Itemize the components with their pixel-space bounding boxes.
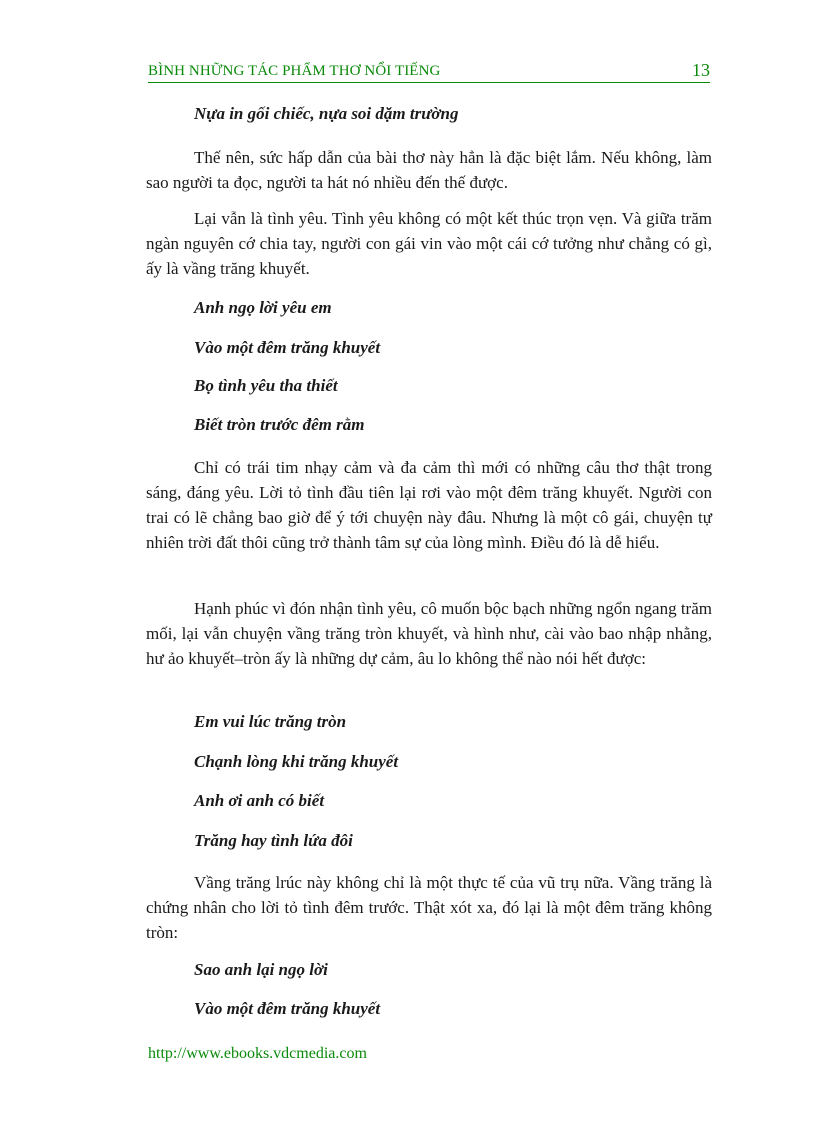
verse-line: Em vui lúc trăng tròn	[194, 712, 347, 731]
page-number: 13	[692, 60, 710, 80]
footer-url[interactable]: http://www.ebooks.vdcmedia.com	[148, 1045, 367, 1062]
verse-line: Nựa in gối chiếc, nựa soi dặm trường	[194, 104, 459, 123]
paragraph: Chỉ có trái tim nhạy cảm và đa cảm thì mới có những câu thơ thật trong sáng, đáng yêu. Lời tỏ tình đầu tiên lại rơi vào một đêm trăng khuyết. Người con trai có lẽ chẳng bao giờ để ý tới chuyện này đâu. Nhưng là một cô gái, chuyện tự nhiên trời đất thôi cũng trở thành tâm sự của lòng mình. Điều đó là dễ hiểu.	[146, 458, 712, 552]
verse-line: Bọ tình yêu tha thiết	[194, 376, 338, 395]
verse-line: Chạnh lòng khi trăng khuyết	[194, 752, 399, 771]
verse-line: Trăng hay tình lứa đôi	[194, 831, 353, 850]
book-title: BÌNH NHỮNG TÁC PHẨM THƠ NỔI TIẾNG	[148, 63, 441, 79]
paragraph: Thế nên, sức hấp dẫn của bài thơ này hẳn là đặc biệt lắm. Nếu không, làm sao người ta đọc, người ta hát nó nhiều đến thế được.	[146, 148, 712, 192]
paragraph: Hạnh phúc vì đón nhận tình yêu, cô muốn bộc bạch những ngổn ngang trăm mối, lại vẫn chuyện vầng trăng tròn khuyết, và hình như, cài vào bao nhập nhằng, hư ảo khuyết–tròn ấy là những dự cảm, âu lo không thể nào nói hết được:	[146, 599, 712, 668]
verse-line: Sao anh lại ngọ lời	[194, 960, 328, 979]
verse-line: Vào một đêm trăng khuyết	[194, 338, 381, 357]
verse-line: Anh ngọ lời yêu em	[194, 298, 332, 317]
verse-line: Vào một đêm trăng khuyết	[194, 999, 381, 1018]
verse-line: Anh ơi anh có biết	[194, 791, 325, 810]
paragraph: Vầng trăng lrúc này không chỉ là một thực tế của vũ trụ nữa. Vầng trăng là chứng nhân cho lời tỏ tình đêm trước. Thật xót xa, đó lại là một đêm trăng không tròn:	[146, 873, 712, 942]
page-header	[148, 60, 710, 83]
paragraph: Lại vẫn là tình yêu. Tình yêu không có một kết thúc trọn vẹn. Và giữa trăm ngàn nguyên cớ chia tay, người con gái vin vào một cái cớ tưởng như chẳng có gì, ấy là vầng trăng khuyết.	[146, 209, 712, 278]
verse-line: Biết tròn trước đêm rằm	[194, 415, 365, 434]
